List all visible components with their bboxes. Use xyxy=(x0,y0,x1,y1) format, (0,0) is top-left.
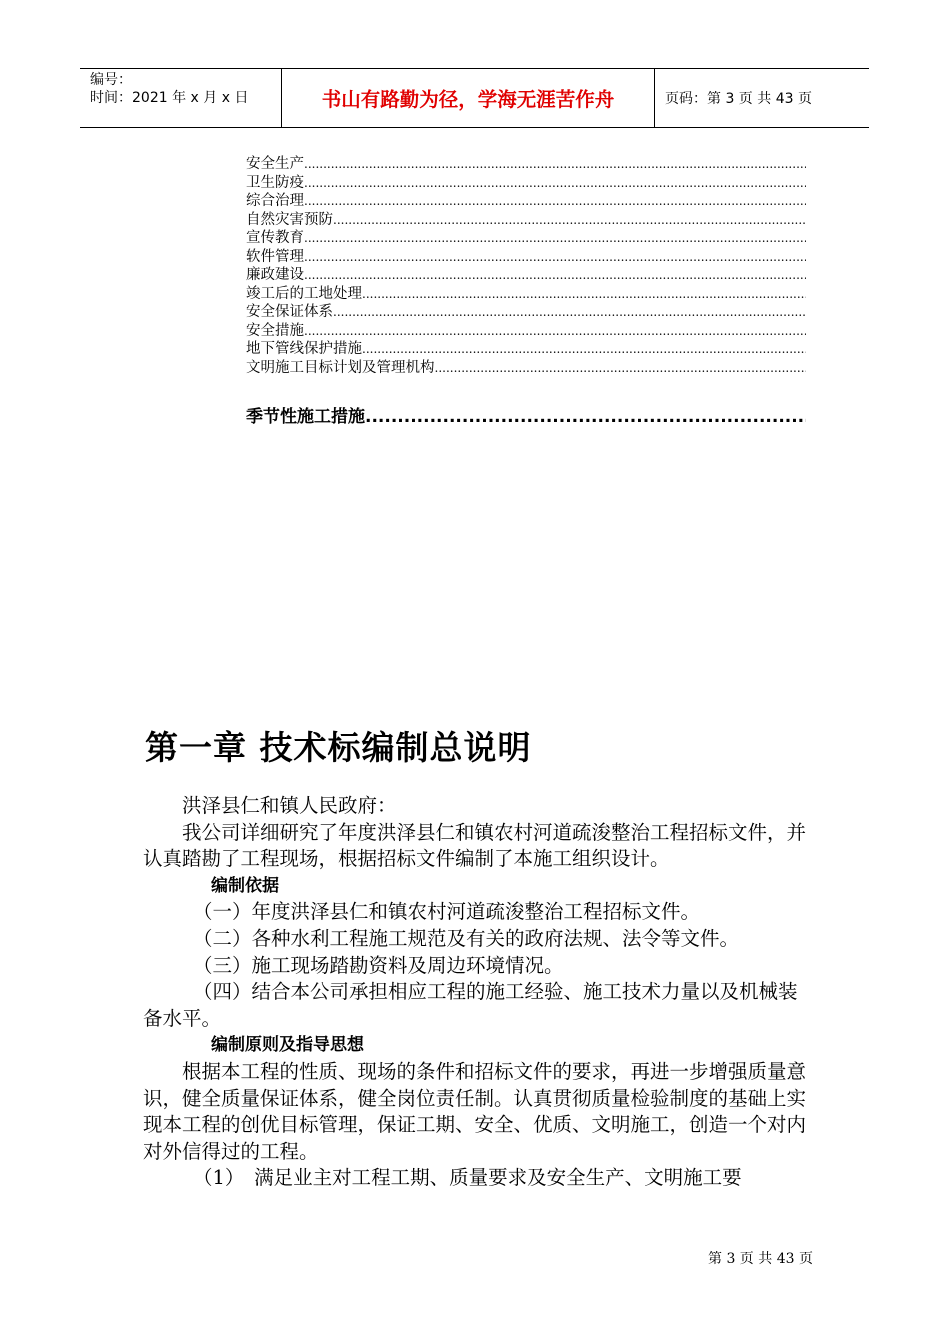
toc-leader xyxy=(304,229,806,248)
toc-item[interactable] xyxy=(246,192,806,211)
header-number-label: 编号： xyxy=(90,72,132,88)
basis-item: （三）施工现场踏勘资料及周边环境情况。 xyxy=(193,953,564,977)
toc-item-label: 卫生防疫 xyxy=(246,174,304,191)
basis-item: （一）年度洪泽县仁和镇农村河道疏浚整治工程招标文件。 xyxy=(193,900,701,924)
table-of-contents xyxy=(246,155,806,377)
toc-item[interactable] xyxy=(246,359,806,378)
chapter-title: 第一章 技术标编制总说明 xyxy=(145,728,532,767)
toc-item[interactable] xyxy=(246,229,806,248)
toc-leader xyxy=(333,211,806,230)
toc-leader xyxy=(362,340,806,359)
toc-item[interactable] xyxy=(246,322,806,341)
point-item: （1） 满足业主对工程工期、质量要求及安全生产、文明施工要 xyxy=(193,1166,742,1190)
toc-item[interactable] xyxy=(246,248,806,267)
header-page-label: 页码：第 3 页 共 43 页 xyxy=(665,91,812,107)
toc-leader xyxy=(304,174,806,193)
toc-item[interactable] xyxy=(246,285,806,304)
toc-leader xyxy=(435,359,807,378)
toc-item-label: 安全保证体系 xyxy=(246,304,333,320)
toc-item-label: 宣传教育 xyxy=(246,230,304,246)
toc-leader xyxy=(365,407,806,427)
toc-leader xyxy=(304,155,806,174)
toc-item-label: 安全措施 xyxy=(246,322,304,339)
toc-item-label: 廉政建设 xyxy=(246,267,304,283)
principle-heading: 编制原则及指导思想 xyxy=(211,1035,364,1056)
toc-item[interactable] xyxy=(246,174,806,193)
header-meta xyxy=(80,69,282,127)
toc-major-item-label: 季节性施工措施 xyxy=(246,407,365,427)
page-footer: 第 3 页 共 43 页 xyxy=(708,1251,813,1267)
basis-item: （四）结合本公司承担相应工程的施工经验、施工技术力量以及机械装备水平。 xyxy=(143,980,798,1030)
toc-leader xyxy=(333,303,806,322)
toc-item[interactable] xyxy=(246,211,806,230)
toc-item-label: 软件管理 xyxy=(246,248,304,265)
principle-paragraph: 根据本工程的性质、现场的条件和招标文件的要求，再进一步增强质量意识，健全质量保证体系，健全岗位责任制。认真贯彻质量检验制度的基础上实现本工程的创优目标管理，保证工期、安全、优质、文明施工，创造一个对内对外信得过的工程。 xyxy=(143,1059,807,1163)
toc-leader xyxy=(304,192,806,211)
header-date-label: 时间：2021 年 x 月 x 日 xyxy=(90,90,249,106)
toc-item-label: 安全生产 xyxy=(246,156,304,172)
toc-item[interactable] xyxy=(246,340,806,359)
page-header xyxy=(80,68,869,128)
header-motto: 书山有路勤为径，学海无涯苦作舟 xyxy=(282,69,655,127)
toc-item[interactable] xyxy=(246,303,806,322)
toc-item-label: 竣工后的工地处理 xyxy=(246,285,362,302)
document-body xyxy=(143,793,811,1192)
toc-leader xyxy=(304,266,806,285)
toc-leader xyxy=(362,285,806,304)
toc-major-item[interactable] xyxy=(246,402,806,427)
toc-item-label: 自然灾害预防 xyxy=(246,211,333,228)
toc-item-label: 文明施工目标计划及管理机构 xyxy=(246,359,435,376)
toc-item-label: 综合治理 xyxy=(246,193,304,209)
intro-paragraph: 我公司详细研究了年度洪泽县仁和镇农村河道疏浚整治工程招标文件，并认真踏勘了工程现场，根据招标文件编制了本施工组织设计。 xyxy=(143,820,807,871)
toc-leader xyxy=(304,322,806,341)
basis-heading: 编制依据 xyxy=(211,875,279,896)
salutation: 洪泽县仁和镇人民政府： xyxy=(182,794,397,817)
basis-item: （二）各种水利工程施工规范及有关的政府法规、法令等文件。 xyxy=(193,926,740,950)
toc-item-label: 地下管线保护措施 xyxy=(246,341,362,357)
toc-item[interactable] xyxy=(246,266,806,285)
toc-leader xyxy=(304,248,806,267)
toc-item[interactable] xyxy=(246,155,806,174)
